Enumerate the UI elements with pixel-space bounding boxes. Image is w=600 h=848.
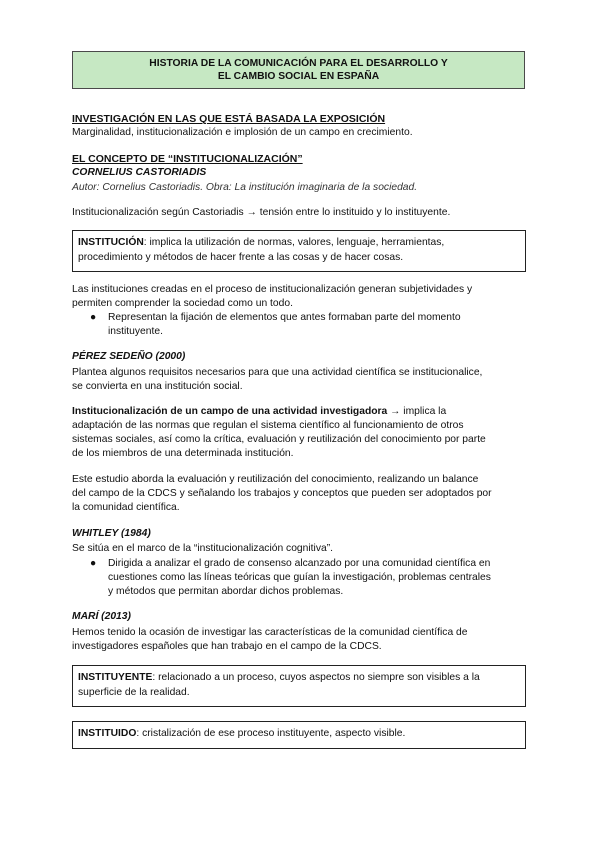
bullet-dot: ● <box>90 312 97 323</box>
author-perez-sedeno: PÉREZ SEDEÑO (2000) <box>72 351 186 362</box>
bullet-dot: ● <box>90 558 97 569</box>
title-line-1: HISTORIA DE LA COMUNICACIÓN PARA EL DESARROLLO Y <box>149 58 448 69</box>
instituyente-def-line2: superficie de la realidad. <box>78 687 190 698</box>
author-castoriadis: CORNELIUS CASTORIADIS <box>72 167 207 178</box>
author-whitley: WHITLEY (1984) <box>72 528 151 539</box>
instituciones-para-line1: Las instituciones creadas en el proceso de institucionalización generan subjetividades y <box>72 284 473 295</box>
instituido-box <box>72 721 526 749</box>
title-line-2: EL CAMBIO SOCIAL EN ESPAÑA <box>217 71 380 82</box>
institucionalizacion-arrow-text: → implica la <box>387 406 447 417</box>
author-work-line: Autor: Cornelius Castoriadis. Obra: La institución imaginaria de la sociedad. <box>72 182 418 193</box>
section-heading-investigacion: INVESTIGACIÓN EN LAS QUE ESTÁ BASADA LA EXPOSICIÓN <box>72 113 386 125</box>
institucionalizacion-bold-lead: Institucionalización de un campo de una actividad investigadora <box>72 406 388 417</box>
institucion-term: INSTITUCIÓN <box>78 237 144 248</box>
institucion-box <box>72 230 526 272</box>
institucionalizacion-para-line1 <box>72 405 446 419</box>
whitley-line1: Se sitúa en el marco de la “institucionalización cognitiva”. <box>72 543 333 554</box>
institucion-def-line2: procedimiento y métodos de hacer frente a las cosas y de hacer cosas. <box>78 252 404 263</box>
instituciones-para-line2: permiten comprender la sociedad como un todo. <box>72 298 293 309</box>
institucionalizacion-para-line4: de los miembros de una determinada institución. <box>72 448 294 459</box>
bullet-dirigida-line1: Dirigida a analizar el grado de consenso alcanzado por una comunidad científica en <box>108 558 491 569</box>
bullet-representan-line2: instituyente. <box>108 326 163 337</box>
document-title-box <box>72 51 525 89</box>
instituyente-def-line1: : relacionado a un proceso, cuyos aspectos no siempre son visibles a la <box>152 672 480 683</box>
castoriadis-definition: Institucionalización según Castoriadis → tensión entre lo instituido y lo instituyente. <box>72 207 451 218</box>
instituido-def-line1: : cristalización de ese proceso instituyente, aspecto visible. <box>136 728 406 739</box>
institucion-def-line1: : implica la utilización de normas, valores, lenguaje, herramientas, <box>143 237 445 248</box>
perez-line2: se convierta en una institución social. <box>72 381 243 392</box>
bullet-representan-line1: Representan la fijación de elementos que antes formaban parte del momento <box>108 312 461 323</box>
instituido-term: INSTITUIDO <box>78 728 137 739</box>
instituyente-term: INSTITUYENTE <box>78 672 153 683</box>
section-heading-concepto: EL CONCEPTO DE “INSTITUCIONALIZACIÓN” <box>72 153 303 165</box>
estudio-para-line1: Este estudio aborda la evaluación y reutilización del conocimiento, realizando un balance <box>72 474 479 485</box>
bullet-dirigida-line3: y métodos que permitan abordar dichos problemas. <box>108 586 344 597</box>
mari-line1: Hemos tenido la ocasión de investigar las características de la comunidad científica de <box>72 627 468 638</box>
institucionalizacion-para-line3: sistemas sociales, así como la crítica, evaluación y reutilización del conocimiento por parte <box>72 434 486 445</box>
bullet-dirigida-line2: cuestiones como las líneas teóricas que guían la investigación, problemas centrales <box>108 572 491 583</box>
section1-text: Marginalidad, institucionalización e implosión de un campo en crecimiento. <box>72 127 413 138</box>
estudio-para-line2: del campo de la CDCS y señalando los trabajos y conceptos que pueden ser adoptados por <box>72 488 492 499</box>
mari-line2: investigadores españoles que han trabajo en el campo de la CDCS. <box>72 641 382 652</box>
perez-line1: Plantea algunos requisitos necesarios para que una actividad científica se institucionalice, <box>72 367 483 378</box>
institucionalizacion-para-line2: adaptación de las normas que regulan el sistema científico al funcionamiento de otros <box>72 420 464 431</box>
author-mari: MARÍ (2013) <box>72 611 131 622</box>
estudio-para-line3: la comunidad científica. <box>72 502 180 513</box>
instituyente-box <box>72 665 526 707</box>
